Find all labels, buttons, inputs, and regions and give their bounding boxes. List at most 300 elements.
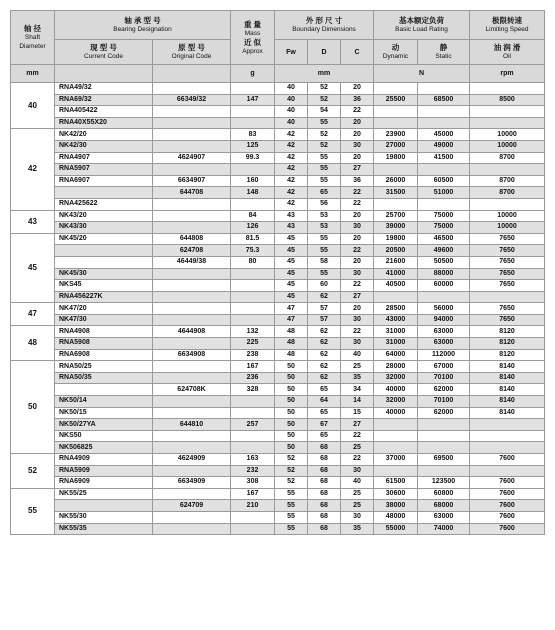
original-code-cell <box>153 198 231 210</box>
oil-speed-cell: 7600 <box>470 523 545 535</box>
oil-speed-cell: 8140 <box>470 407 545 419</box>
static-load-cell <box>418 291 470 303</box>
static-load-cell: 75000 <box>418 222 470 234</box>
mass-cell <box>231 198 275 210</box>
fw-cell: 45 <box>275 268 308 280</box>
static-load-cell: 68000 <box>418 500 470 512</box>
width-cell: 20 <box>341 117 374 129</box>
fw-cell: 48 <box>275 338 308 350</box>
header-dynamic: 动 Dynamic <box>374 40 418 65</box>
current-code-cell <box>55 256 153 268</box>
mass-cell <box>231 314 275 326</box>
original-code-cell <box>153 83 231 95</box>
current-code-cell: RNA4908 <box>55 326 153 338</box>
current-code-cell: RNA4907 <box>55 152 153 164</box>
width-cell: 22 <box>341 454 374 466</box>
static-load-cell <box>418 442 470 454</box>
table-row <box>11 210 545 222</box>
table-row <box>11 419 545 431</box>
current-code-cell: NK55/30 <box>55 511 153 523</box>
unit-current-code <box>55 65 153 83</box>
dynamic-load-cell: 26000 <box>374 175 418 187</box>
static-load-cell <box>418 117 470 129</box>
original-code-cell <box>153 442 231 454</box>
original-code-cell <box>153 222 231 234</box>
width-cell: 40 <box>341 349 374 361</box>
table-row <box>11 500 545 512</box>
current-code-cell: NK42/30 <box>55 140 153 152</box>
outer-diameter-cell: 55 <box>308 233 341 245</box>
fw-cell: 50 <box>275 430 308 442</box>
width-cell: 27 <box>341 164 374 176</box>
current-code-cell: RNA6907 <box>55 175 153 187</box>
dynamic-load-cell: 21600 <box>374 256 418 268</box>
oil-speed-cell: 8140 <box>470 372 545 384</box>
original-code-cell: 6634908 <box>153 349 231 361</box>
mass-cell: 167 <box>231 361 275 373</box>
original-code-cell: 644708 <box>153 187 231 199</box>
oil-speed-cell <box>470 83 545 95</box>
mass-cell <box>231 511 275 523</box>
width-cell: 27 <box>341 419 374 431</box>
shaft-diameter-cell: 52 <box>11 454 55 489</box>
fw-cell: 50 <box>275 361 308 373</box>
mass-cell <box>231 83 275 95</box>
static-load-cell: 67000 <box>418 361 470 373</box>
oil-speed-cell: 7600 <box>470 500 545 512</box>
fw-cell: 42 <box>275 164 308 176</box>
current-code-cell: NK47/20 <box>55 303 153 315</box>
static-load-cell: 68500 <box>418 94 470 106</box>
table-row <box>11 245 545 257</box>
table-row <box>11 164 545 176</box>
oil-speed-cell: 8140 <box>470 396 545 408</box>
oil-speed-cell <box>470 198 545 210</box>
oil-speed-cell: 8700 <box>470 187 545 199</box>
fw-cell: 55 <box>275 500 308 512</box>
dynamic-load-cell: 20500 <box>374 245 418 257</box>
current-code-cell: NK50/14 <box>55 396 153 408</box>
table-row <box>11 152 545 164</box>
current-code-cell: NK55/25 <box>55 488 153 500</box>
dynamic-load-cell: 31500 <box>374 187 418 199</box>
table-row <box>11 511 545 523</box>
mass-cell: 126 <box>231 222 275 234</box>
fw-cell: 45 <box>275 233 308 245</box>
dynamic-load-cell <box>374 465 418 477</box>
table-row <box>11 291 545 303</box>
current-code-cell: NK45/20 <box>55 233 153 245</box>
dynamic-load-cell <box>374 117 418 129</box>
oil-speed-cell <box>470 106 545 118</box>
bearing-spec-table <box>10 10 545 535</box>
width-cell: 20 <box>341 303 374 315</box>
mass-cell: 238 <box>231 349 275 361</box>
width-cell: 35 <box>341 523 374 535</box>
fw-cell: 50 <box>275 396 308 408</box>
dynamic-load-cell: 28500 <box>374 303 418 315</box>
current-code-cell: NK50/27YA <box>55 419 153 431</box>
width-cell: 22 <box>341 430 374 442</box>
static-load-cell: 63000 <box>418 511 470 523</box>
oil-speed-cell <box>470 430 545 442</box>
static-load-cell: 63000 <box>418 338 470 350</box>
oil-speed-cell: 7650 <box>470 314 545 326</box>
current-code-cell: RNA425622 <box>55 198 153 210</box>
table-row <box>11 303 545 315</box>
mass-cell <box>231 442 275 454</box>
static-load-cell: 70100 <box>418 372 470 384</box>
current-code-cell: RNA4909 <box>55 454 153 466</box>
static-load-cell <box>418 419 470 431</box>
unit-speed: rpm <box>470 65 545 83</box>
mass-cell <box>231 164 275 176</box>
current-code-cell <box>55 187 153 199</box>
static-load-cell: 63000 <box>418 326 470 338</box>
width-cell: 25 <box>341 361 374 373</box>
mass-cell: 257 <box>231 419 275 431</box>
static-load-cell: 88000 <box>418 268 470 280</box>
original-code-cell <box>153 117 231 129</box>
mass-cell: 148 <box>231 187 275 199</box>
shaft-diameter-cell: 42 <box>11 129 55 210</box>
width-cell: 20 <box>341 233 374 245</box>
static-load-cell: 62000 <box>418 407 470 419</box>
outer-diameter-cell: 65 <box>308 430 341 442</box>
width-cell: 36 <box>341 175 374 187</box>
mass-cell: 328 <box>231 384 275 396</box>
original-code-cell <box>153 129 231 141</box>
original-code-cell: 66349/32 <box>153 94 231 106</box>
current-code-cell: RNA6909 <box>55 477 153 489</box>
table-row <box>11 175 545 187</box>
original-code-cell: 644808 <box>153 233 231 245</box>
original-code-cell <box>153 511 231 523</box>
fw-cell: 50 <box>275 407 308 419</box>
table-row <box>11 430 545 442</box>
outer-diameter-cell: 68 <box>308 488 341 500</box>
oil-speed-cell: 7600 <box>470 511 545 523</box>
dynamic-load-cell <box>374 419 418 431</box>
current-code-cell: RNA5909 <box>55 465 153 477</box>
header-bearing-designation: 轴 承 型 号 Bearing Designation <box>55 11 231 40</box>
dynamic-load-cell: 30600 <box>374 488 418 500</box>
fw-cell: 50 <box>275 372 308 384</box>
outer-diameter-cell: 52 <box>308 83 341 95</box>
static-load-cell: 46500 <box>418 233 470 245</box>
mass-cell <box>231 117 275 129</box>
table-row <box>11 94 545 106</box>
header-mass: 重 量 Mass 近 似 Approx <box>231 11 275 65</box>
mass-cell <box>231 291 275 303</box>
original-code-cell: 6634907 <box>153 175 231 187</box>
table-body <box>11 83 545 535</box>
original-code-cell: 4644908 <box>153 326 231 338</box>
outer-diameter-cell: 65 <box>308 384 341 396</box>
static-load-cell: 49000 <box>418 140 470 152</box>
oil-speed-cell: 7650 <box>470 280 545 292</box>
header-shaft-diameter: 轴 径 Shaft Diameter <box>11 11 55 65</box>
table-row <box>11 384 545 396</box>
current-code-cell: NKS45 <box>55 280 153 292</box>
shaft-diameter-cell: 45 <box>11 233 55 303</box>
dynamic-load-cell: 31000 <box>374 326 418 338</box>
static-load-cell: 75000 <box>418 210 470 222</box>
width-cell: 20 <box>341 83 374 95</box>
shaft-diameter-cell: 50 <box>11 361 55 454</box>
fw-cell: 45 <box>275 280 308 292</box>
table-row <box>11 117 545 129</box>
current-code-cell: RNA405422 <box>55 106 153 118</box>
mass-cell: 80 <box>231 256 275 268</box>
table-row <box>11 106 545 118</box>
oil-speed-cell: 7650 <box>470 245 545 257</box>
outer-diameter-cell: 68 <box>308 500 341 512</box>
unit-original-code <box>153 65 231 83</box>
fw-cell: 42 <box>275 175 308 187</box>
dynamic-load-cell: 32000 <box>374 396 418 408</box>
mass-cell: 75.3 <box>231 245 275 257</box>
outer-diameter-cell: 68 <box>308 465 341 477</box>
fw-cell: 45 <box>275 256 308 268</box>
static-load-cell: 41500 <box>418 152 470 164</box>
static-load-cell: 56000 <box>418 303 470 315</box>
static-load-cell: 123500 <box>418 477 470 489</box>
outer-diameter-cell: 52 <box>308 140 341 152</box>
width-cell: 20 <box>341 152 374 164</box>
width-cell: 40 <box>341 477 374 489</box>
table-row <box>11 280 545 292</box>
fw-cell: 55 <box>275 511 308 523</box>
static-load-cell <box>418 198 470 210</box>
dynamic-load-cell: 25700 <box>374 210 418 222</box>
dynamic-load-cell: 38000 <box>374 500 418 512</box>
outer-diameter-cell: 57 <box>308 303 341 315</box>
oil-speed-cell <box>470 291 545 303</box>
unit-dimensions: mm <box>275 65 374 83</box>
outer-diameter-cell: 54 <box>308 106 341 118</box>
oil-speed-cell: 7650 <box>470 233 545 245</box>
fw-cell: 43 <box>275 222 308 234</box>
fw-cell: 40 <box>275 117 308 129</box>
static-load-cell <box>418 106 470 118</box>
header-basic-load-rating: 基本额定负荷 Basic Load Rating <box>374 11 470 40</box>
fw-cell: 50 <box>275 384 308 396</box>
current-code-cell: NK43/30 <box>55 222 153 234</box>
current-code-cell: NKS50 <box>55 430 153 442</box>
shaft-diameter-cell: 43 <box>11 210 55 233</box>
width-cell: 35 <box>341 372 374 384</box>
fw-cell: 52 <box>275 477 308 489</box>
mass-cell: 132 <box>231 326 275 338</box>
dynamic-load-cell: 40000 <box>374 384 418 396</box>
fw-cell: 40 <box>275 94 308 106</box>
width-cell: 30 <box>341 222 374 234</box>
width-cell: 27 <box>341 291 374 303</box>
oil-speed-cell <box>470 419 545 431</box>
dynamic-load-cell: 28000 <box>374 361 418 373</box>
outer-diameter-cell: 58 <box>308 256 341 268</box>
current-code-cell: RNA50/25 <box>55 361 153 373</box>
width-cell: 30 <box>341 140 374 152</box>
outer-diameter-cell: 68 <box>308 442 341 454</box>
dynamic-load-cell: 32000 <box>374 372 418 384</box>
static-load-cell: 60500 <box>418 175 470 187</box>
current-code-cell: RNA456227K <box>55 291 153 303</box>
dynamic-load-cell: 41000 <box>374 268 418 280</box>
dynamic-load-cell: 40500 <box>374 280 418 292</box>
static-load-cell: 50500 <box>418 256 470 268</box>
dynamic-load-cell: 25500 <box>374 94 418 106</box>
fw-cell: 47 <box>275 314 308 326</box>
table-row <box>11 83 545 95</box>
unit-mass: g <box>231 65 275 83</box>
outer-diameter-cell: 62 <box>308 326 341 338</box>
original-code-cell: 46449/38 <box>153 256 231 268</box>
dynamic-load-cell: 19800 <box>374 152 418 164</box>
mass-cell: 81.5 <box>231 233 275 245</box>
mass-cell <box>231 430 275 442</box>
dynamic-load-cell: 40000 <box>374 407 418 419</box>
width-cell: 20 <box>341 210 374 222</box>
width-cell: 30 <box>341 465 374 477</box>
outer-diameter-cell: 55 <box>308 152 341 164</box>
table-row <box>11 222 545 234</box>
fw-cell: 43 <box>275 210 308 222</box>
fw-cell: 47 <box>275 303 308 315</box>
original-code-cell <box>153 280 231 292</box>
original-code-cell: 6634909 <box>153 477 231 489</box>
oil-speed-cell: 8120 <box>470 338 545 350</box>
mass-cell: 99.3 <box>231 152 275 164</box>
outer-diameter-cell: 65 <box>308 187 341 199</box>
current-code-cell: NK55/35 <box>55 523 153 535</box>
fw-cell: 48 <box>275 326 308 338</box>
table-row <box>11 442 545 454</box>
fw-cell: 55 <box>275 523 308 535</box>
static-load-cell: 70100 <box>418 396 470 408</box>
oil-speed-cell: 8120 <box>470 326 545 338</box>
width-cell: 30 <box>341 511 374 523</box>
mass-cell: 308 <box>231 477 275 489</box>
table-row <box>11 396 545 408</box>
current-code-cell: RNA69/32 <box>55 94 153 106</box>
oil-speed-cell: 10000 <box>470 222 545 234</box>
fw-cell: 50 <box>275 442 308 454</box>
width-cell: 14 <box>341 396 374 408</box>
width-cell: 15 <box>341 407 374 419</box>
oil-speed-cell: 7650 <box>470 256 545 268</box>
oil-speed-cell: 8700 <box>470 152 545 164</box>
table-row <box>11 187 545 199</box>
original-code-cell <box>153 314 231 326</box>
header-limiting-speed: 极限转速 Limiting Speed <box>470 11 545 40</box>
outer-diameter-cell: 65 <box>308 407 341 419</box>
width-cell: 25 <box>341 488 374 500</box>
header-d: D <box>308 40 341 65</box>
dynamic-load-cell: 48000 <box>374 511 418 523</box>
outer-diameter-cell: 67 <box>308 419 341 431</box>
current-code-cell: NK47/30 <box>55 314 153 326</box>
original-code-cell: 624709 <box>153 500 231 512</box>
table-row <box>11 129 545 141</box>
dynamic-load-cell: 39000 <box>374 222 418 234</box>
oil-speed-cell: 10000 <box>470 210 545 222</box>
table-row <box>11 349 545 361</box>
table-row <box>11 523 545 535</box>
static-load-cell <box>418 83 470 95</box>
oil-speed-cell: 10000 <box>470 129 545 141</box>
mass-cell <box>231 268 275 280</box>
oil-speed-cell: 7600 <box>470 454 545 466</box>
original-code-cell <box>153 488 231 500</box>
current-code-cell: NK42/20 <box>55 129 153 141</box>
fw-cell: 42 <box>275 198 308 210</box>
fw-cell: 45 <box>275 291 308 303</box>
static-load-cell: 62000 <box>418 384 470 396</box>
outer-diameter-cell: 68 <box>308 454 341 466</box>
mass-cell: 167 <box>231 488 275 500</box>
outer-diameter-cell: 53 <box>308 222 341 234</box>
table-row <box>11 314 545 326</box>
table-row <box>11 407 545 419</box>
mass-cell <box>231 523 275 535</box>
oil-speed-cell: 8140 <box>470 384 545 396</box>
current-code-cell: NK45/30 <box>55 268 153 280</box>
table-row <box>11 233 545 245</box>
static-load-cell <box>418 465 470 477</box>
mass-cell: 236 <box>231 372 275 384</box>
fw-cell: 42 <box>275 187 308 199</box>
mass-cell: 163 <box>231 454 275 466</box>
outer-diameter-cell: 55 <box>308 268 341 280</box>
width-cell: 22 <box>341 245 374 257</box>
fw-cell: 45 <box>275 245 308 257</box>
outer-diameter-cell: 60 <box>308 280 341 292</box>
fw-cell: 52 <box>275 465 308 477</box>
fw-cell: 50 <box>275 419 308 431</box>
mass-cell <box>231 396 275 408</box>
table-row <box>11 338 545 350</box>
static-load-cell <box>418 164 470 176</box>
original-code-cell <box>153 523 231 535</box>
oil-speed-cell: 8120 <box>470 349 545 361</box>
outer-diameter-cell: 68 <box>308 477 341 489</box>
oil-speed-cell <box>470 442 545 454</box>
mass-cell: 160 <box>231 175 275 187</box>
original-code-cell <box>153 338 231 350</box>
oil-speed-cell: 7600 <box>470 488 545 500</box>
table-row <box>11 326 545 338</box>
width-cell: 36 <box>341 94 374 106</box>
current-code-cell: RNA5907 <box>55 164 153 176</box>
current-code-cell: NK43/20 <box>55 210 153 222</box>
mass-cell: 83 <box>231 129 275 141</box>
mass-cell <box>231 106 275 118</box>
dynamic-load-cell: 23900 <box>374 129 418 141</box>
original-code-cell: 4624909 <box>153 454 231 466</box>
dynamic-load-cell <box>374 83 418 95</box>
mass-cell: 84 <box>231 210 275 222</box>
table-row <box>11 477 545 489</box>
dynamic-load-cell: 19800 <box>374 233 418 245</box>
dynamic-load-cell <box>374 442 418 454</box>
outer-diameter-cell: 55 <box>308 245 341 257</box>
width-cell: 22 <box>341 326 374 338</box>
header-current-code: 现 型 号 Current Code <box>55 40 153 65</box>
oil-speed-cell: 8700 <box>470 175 545 187</box>
dynamic-load-cell <box>374 430 418 442</box>
